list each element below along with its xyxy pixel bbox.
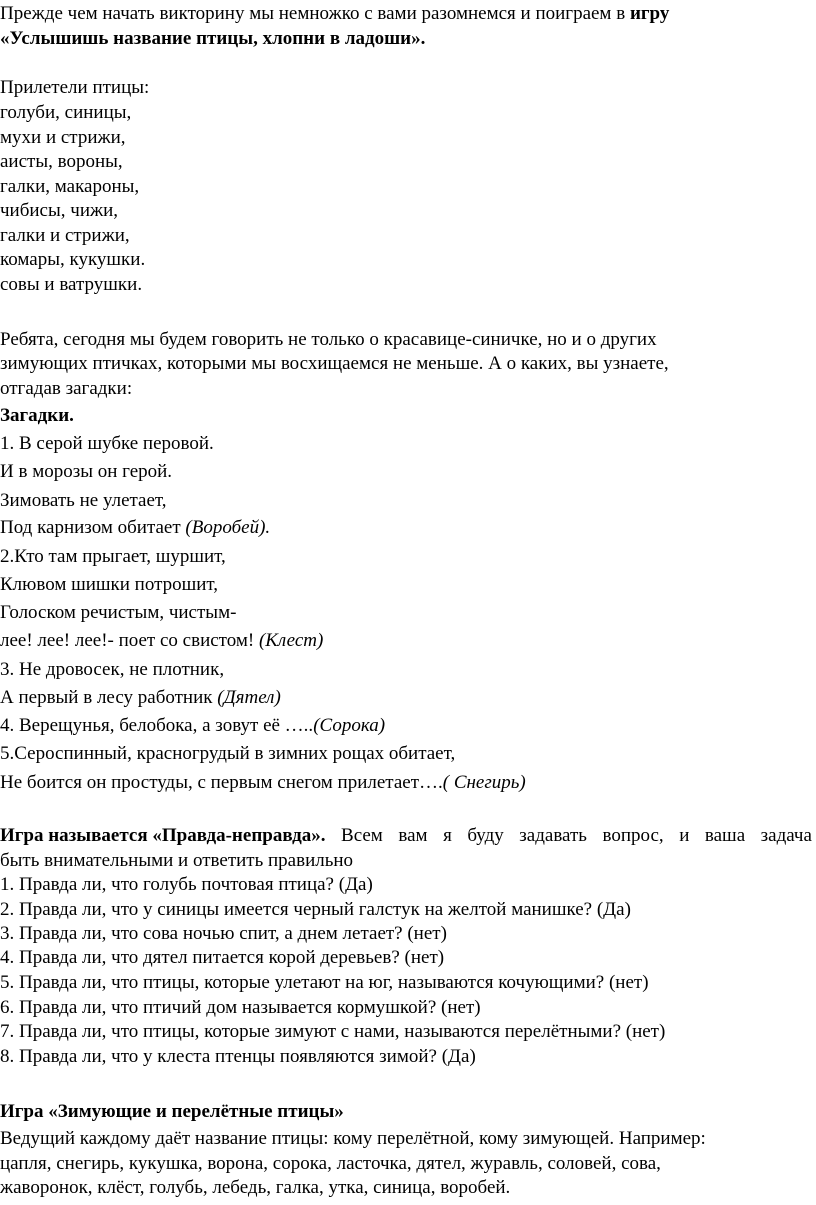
game1-question: 8. Правда ли, что у клеста птенцы появляются зимой? (Да)	[0, 1046, 476, 1067]
riddle-line	[0, 771, 526, 795]
game1-word: я	[443, 825, 452, 846]
game1-word: задавать	[519, 825, 587, 846]
riddles-heading: Загадки.	[0, 405, 74, 426]
game1-question: 7. Правда ли, что птицы, которые зимуют с нами, называются перелётными? (нет)	[0, 1021, 666, 1042]
game1-question: 3. Правда ли, что сова ночью спит, а днем летает? (нет)	[0, 923, 447, 944]
riddle-line: 5.Сероспинный, красногрудый в зимних рощах обитает,	[0, 743, 456, 764]
paragraph-line: Ребята, сегодня мы будем говорить не только о красавице-синичке, но и о других	[0, 329, 657, 350]
game1-word: Всем	[341, 825, 383, 846]
poem-line: галки, макароны,	[0, 176, 140, 197]
game1-word: ваша	[704, 825, 746, 846]
poem-line: голуби, синицы,	[0, 102, 132, 123]
game1-question: 6. Правда ли, что птичий дом называется кормушкой? (нет)	[0, 997, 481, 1018]
paragraph-line: отгадав загадки:	[0, 378, 133, 399]
riddle-line: Зимовать не улетает,	[0, 490, 167, 511]
riddle-answer: ( Снегирь)	[442, 772, 526, 793]
poem-line: галки и стрижи,	[0, 225, 130, 246]
riddle-line: И в морозы он герой.	[0, 461, 173, 482]
poem-line: чибисы, чижи,	[0, 200, 119, 221]
riddle-line: 2.Кто там прыгает, шуршит,	[0, 546, 226, 567]
riddle-line	[0, 629, 323, 653]
intro-text: Прежде чем начать викторину мы немножко с вами разомнемся и поиграем в	[0, 3, 630, 24]
game1-intro-line2: быть внимательными и ответить правильно	[0, 850, 354, 871]
game2-line: цапля, снегирь, кукушка, ворона, сорока, ласточка, дятел, журавль, соловей, сова,	[0, 1153, 661, 1174]
game1-word: вам	[398, 825, 428, 846]
riddle-text: Под карнизом обитает	[0, 517, 186, 538]
game1-word: буду	[467, 825, 504, 846]
game2-line: Ведущий каждому даёт название птицы: кому перелётной, кому зимующей. Например:	[0, 1128, 706, 1149]
game2-title: Игра «Зимующие и перелётные птицы»	[0, 1101, 344, 1122]
riddle-line: 1. В серой шубке перовой.	[0, 433, 214, 454]
poem-title: Прилетели птицы:	[0, 77, 150, 98]
game1-word: вопрос,	[602, 825, 664, 846]
game1-question: 1. Правда ли, что голубь почтовая птица? (Да)	[0, 874, 373, 895]
game1-intro-line	[0, 824, 812, 848]
intro-game-title: «Услышишь название птицы, хлопни в ладоши».	[0, 28, 426, 49]
riddle-line	[0, 686, 281, 710]
poem-line: мухи и стрижи,	[0, 127, 126, 148]
game1-word: задача	[760, 825, 812, 846]
riddle-text: 4. Верещунья, белобока, а зовут её …..	[0, 715, 314, 736]
game1-title: Игра называется «Правда-неправда».	[0, 825, 326, 846]
riddle-text: Не боится он простуды, с первым снегом прилетает….	[0, 772, 443, 793]
riddle-answer: (Сорока)	[313, 715, 386, 736]
game1-question: 2. Правда ли, что у синицы имеется черный галстук на желтой манишке? (Да)	[0, 899, 631, 920]
game1-question: 5. Правда ли, что птицы, которые улетают на юг, называются кочующими? (нет)	[0, 972, 649, 993]
paragraph-line: зимующих птичках, которыми мы восхищаемся не меньше. А о каких, вы узнаете,	[0, 353, 669, 374]
riddle-line	[0, 516, 270, 540]
game1-question: 4. Правда ли, что дятел питается корой деревьев? (нет)	[0, 947, 445, 968]
riddle-line: 3. Не дровосек, не плотник,	[0, 659, 225, 680]
riddle-text: лее! лее! лее!- поет со свистом!	[0, 630, 259, 651]
game2-line: жаворонок, клёст, голубь, лебедь, галка, утка, синица, воробей.	[0, 1177, 511, 1198]
riddle-line: Голоском речистым, чистым-	[0, 602, 237, 623]
riddle-answer: (Дятел)	[217, 687, 281, 708]
riddle-text: А первый в лесу работник	[0, 687, 218, 708]
intro-line	[0, 2, 669, 26]
riddle-answer: (Воробей).	[185, 517, 271, 538]
poem-line: комары, кукушки.	[0, 249, 146, 270]
game1-word: и	[679, 825, 690, 846]
intro-game-word: игру	[629, 3, 670, 24]
riddle-line	[0, 714, 385, 738]
riddle-answer: (Клест)	[258, 630, 324, 651]
riddle-line: Клювом шишки потрошит,	[0, 574, 219, 595]
poem-line: совы и ватрушки.	[0, 274, 143, 295]
poem-line: аисты, вороны,	[0, 151, 123, 172]
